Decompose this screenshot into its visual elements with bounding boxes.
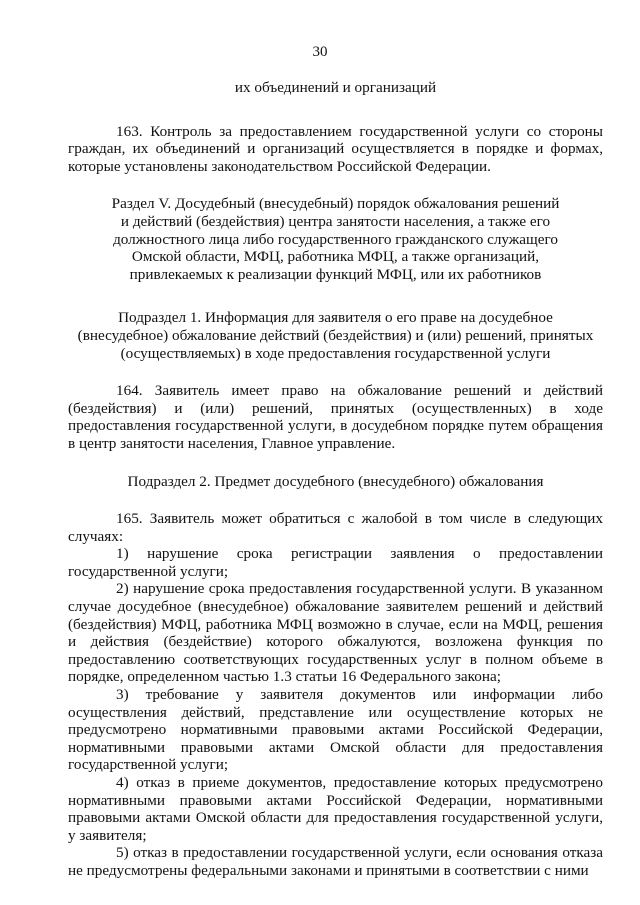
list-item-1: 1) нарушение срока регистрации заявления о предоставлении государственной услуги; [68,545,603,580]
page-number: 30 [312,44,328,60]
paragraph-163: 163. Контроль за предоставлением государственной услуги со стороны граждан, их объединений и организаций осуществляется в порядке и формах, которые установлены законодательством Российской Федерации. [68,122,603,175]
list-item-5: 5) отказ в предоставлении государственной услуги, если основания отказа не предусмотрены федеральными законами и принятыми в соответствии с ними [68,844,603,879]
paragraph-165: 165. Заявитель может обратиться с жалобой в том числе в следующих случаях: [68,510,603,545]
section-5-line: Омской области, МФЦ, работника МФЦ, а также организаций, [131,248,540,266]
paragraph-164: 164. Заявитель имеет право на обжалование решений и действий (бездействия) и (или) решений, принятых (осуществленных) в ходе предоставления государственной услуги, в досудебном порядке путем обращения в центр занятости населения, Главное управление. [68,382,603,452]
subsection-1-line: (осуществляемых) в ходе предоставления государственной услуги [120,344,551,362]
list-item-2: 2) нарушение срока предоставления государственной услуги. В указанном случае досудебное (внесудебное) обжалование заявителем решений и действий (бездействия) МФЦ, работника МФЦ возможно в случае, если на МФЦ, решения и действия (бездействие) которого обжалуются, возложена функция по предоставлению соответствующих государственных услуг в полном объеме в порядке, определенном частью 1.3 статьи 16 Федерального закона; [68,580,603,686]
subsection-1-heading [68,309,603,362]
section-5-heading [68,195,603,283]
list-item-4: 4) отказ в приеме документов, предоставление которых предусмотрено нормативными правовыми актами Российской Федерации, нормативными правовыми актами Омской области для предоставления государственной услуги, у заявителя; [68,774,603,844]
page-content [68,79,603,880]
list-item-3: 3) требование у заявителя документов или информации либо осуществления действий, представление или осуществление которых не предусмотрено нормативными правовыми актами Российской Федерации, нормативными правовыми актами Омской области для предоставления государственной услуги; [68,686,603,774]
fragment-heading: их объединений и организаций [234,79,437,96]
section-5-line: должностного лица либо государственного гражданского служащего [113,230,558,248]
section-5-line: и действий (бездействия) центра занятости населения, а также его [120,212,551,230]
section-5-line: Раздел V. Досудебный (внесудебный) порядок обжалования решений [111,195,560,213]
subsection-1-line: (внесудебное) обжалование действий (бездействия) и (или) решений, принятых [77,326,594,344]
subsection-2-heading: Подраздел 2. Предмет досудебного (внесудебного) обжалования [127,472,544,490]
subsection-1-line: Подраздел 1. Информация для заявителя о его праве на досудебное [118,309,553,327]
section-5-line: привлекаемых к реализации функций МФЦ, или их работников [129,265,542,283]
